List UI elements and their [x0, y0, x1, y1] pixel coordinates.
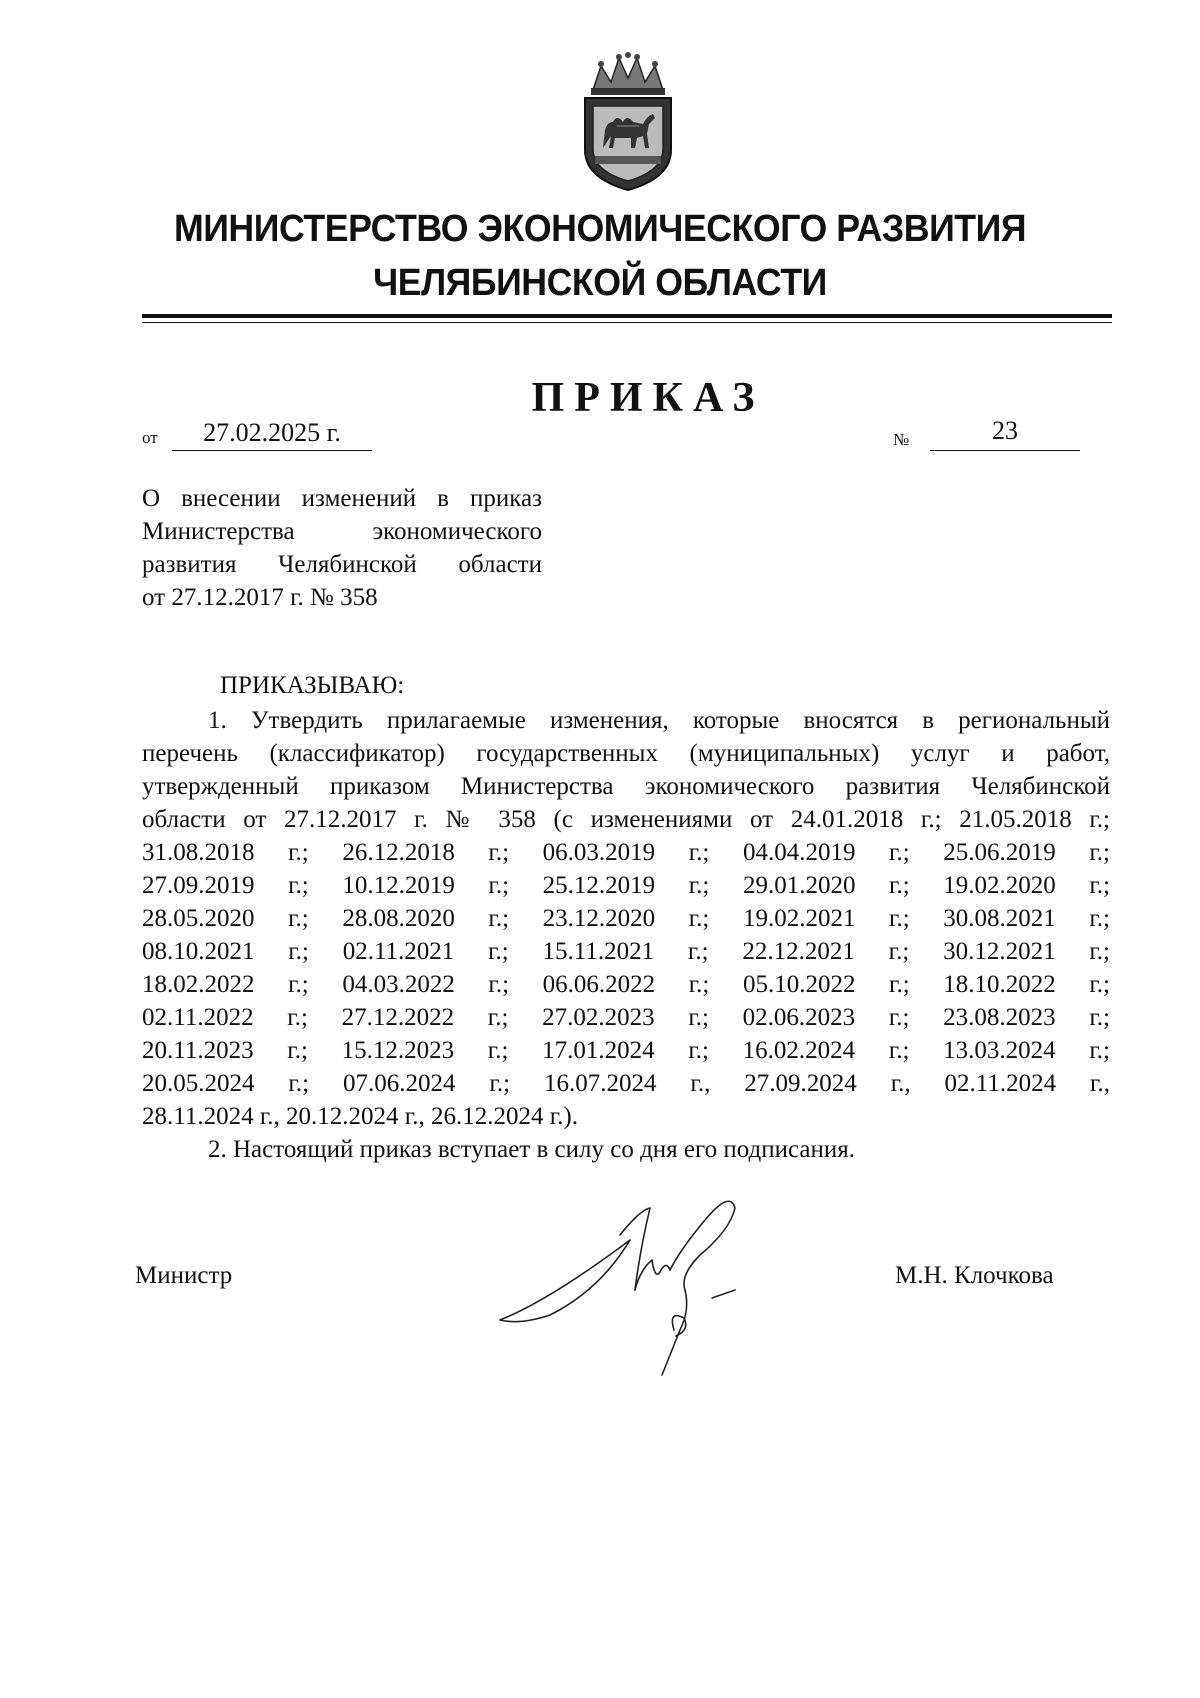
body-item-2: 2. Настоящий приказ вступает в силу со дня его подписания. — [208, 1136, 856, 1163]
number-underline — [930, 450, 1080, 451]
body-line: области от 27.12.2017 г. № 358 (с изменениями от 24.01.2018 г.; 21.05.2018 г.; — [142, 806, 1110, 833]
document-subject — [142, 482, 542, 614]
signatory-name: М.Н. Клочкова — [895, 1262, 1054, 1289]
body-line: перечень (классификатор) государственных (муниципальных) услуг и работ, — [142, 740, 1110, 767]
document-date: 27.02.2025 г. — [203, 418, 341, 447]
body-line: 20.11.2023 г.; 15.12.2023 г.; 17.01.2024 г.; 16.02.2024 г.; 13.03.2024 г.; — [142, 1037, 1110, 1064]
subject-line: Министерства экономического — [142, 518, 542, 545]
header-divider-thick — [142, 314, 1112, 318]
body-line: 02.11.2022 г.; 27.12.2022 г.; 27.02.2023 г.; 02.06.2023 г.; 23.08.2023 г.; — [142, 1004, 1110, 1031]
body-line: 28.05.2020 г.; 28.08.2020 г.; 23.12.2020 г.; 19.02.2021 г.; 30.08.2021 г.; — [142, 905, 1110, 932]
ministry-name-line-1: МИНИСТЕРСТВО ЭКОНОМИЧЕСКОГО РАЗВИТИЯ — [173, 208, 1027, 250]
order-body — [142, 704, 1110, 1166]
body-line: 20.05.2024 г.; 07.06.2024 г.; 16.07.2024 г., 27.09.2024 г., 02.11.2024 г., — [142, 1070, 1110, 1097]
body-line: 27.09.2019 г.; 10.12.2019 г.; 25.12.2019 г.; 29.01.2020 г.; 19.02.2020 г.; — [142, 872, 1110, 899]
subject-line: развития Челябинской области — [142, 551, 542, 578]
body-line: 28.11.2024 г., 20.12.2024 г., 26.12.2024 г.). — [142, 1103, 578, 1130]
chelyabinsk-coat-of-arms-icon — [573, 52, 683, 192]
subject-line: от 27.12.2017 г. № 358 — [142, 584, 378, 611]
document-type-title: ПРИКАЗ — [531, 375, 765, 421]
signatory-title: Министр — [135, 1262, 233, 1289]
body-line: 18.02.2022 г.; 04.03.2022 г.; 06.06.2022 г.; 05.10.2022 г.; 18.10.2022 г.; — [142, 971, 1110, 998]
body-line: 31.08.2018 г.; 26.12.2018 г.; 06.03.2019 г.; 04.04.2019 г.; 25.06.2019 г.; — [142, 839, 1110, 866]
handwritten-signature — [490, 1180, 770, 1380]
ministry-name-line-2: ЧЕЛЯБИНСКОЙ ОБЛАСТИ — [373, 262, 827, 304]
header-divider-thin — [142, 322, 1112, 323]
date-underline — [172, 450, 372, 451]
document-number: 23 — [992, 416, 1018, 445]
subject-line: О внесении изменений в приказ — [142, 485, 542, 512]
body-line: 1. Утвердить прилагаемые изменения, которые вносятся в региональный — [208, 707, 1110, 734]
number-prefix: № — [893, 430, 910, 449]
body-line: 08.10.2021 г.; 02.11.2021 г.; 15.11.2021 г.; 22.12.2021 г.; 30.12.2021 г.; — [142, 938, 1110, 965]
body-line: утвержденный приказом Министерства экономического развития Челябинской — [142, 773, 1110, 800]
date-prefix: от — [142, 428, 158, 447]
order-word: ПРИКАЗЫВАЮ: — [220, 672, 405, 699]
